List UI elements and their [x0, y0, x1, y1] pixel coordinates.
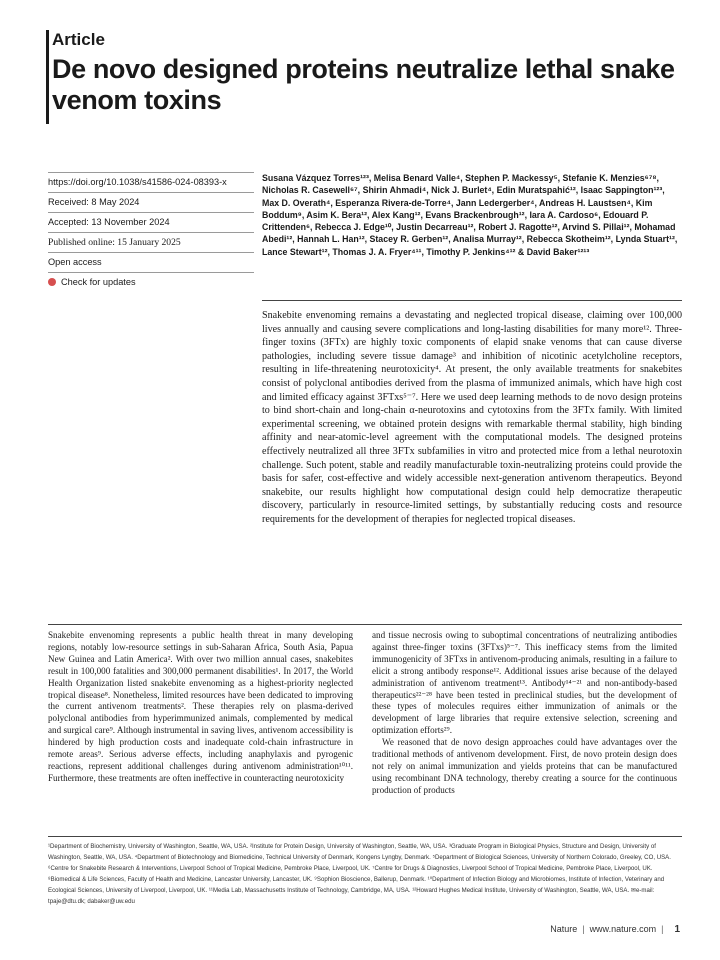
page-number: 1	[674, 924, 680, 935]
body-paragraph: Snakebite envenoming represents a public health threat in many developing regions, notably low-resource settings in sub-Saharan Africa, South Asia, Papua New Guinea and Latin America². With over two million annual cases, snakebites result in 100,000 fatalities and 300,000 permanent disabilities¹. In 2017, the World Health Organization listed snakebite envenoming as a highest-priority neglected tropical disease⁸. Nonetheless, limited resources have been dedicated to improving the current antivenom treatments². These therapies rely on plasma-derived polyclonal antibodies from hyperimmunized animals, complemented by medical and surgical care⁹. Although instrumental in saving lives, antivenom accessibility is hindered by high production costs and inadequate cold-chain infrastructure in remote areas⁹. Serious adverse effects, including anaphylaxis and pyrogenic reactions, represent additional challenges during antivenom administration¹⁰¹¹. Furthermore, these treatments are often ineffective in counteracting neurotoxicity	[48, 630, 353, 783]
page-footer	[550, 924, 680, 935]
journal-url[interactable]: www.nature.com	[589, 924, 657, 934]
check-updates-icon	[48, 278, 56, 286]
check-updates-label: Check for updates	[61, 277, 136, 287]
body-column-left	[48, 630, 353, 785]
article-type-label: Article	[52, 30, 105, 49]
check-for-updates-link[interactable]	[48, 272, 254, 292]
article-title: De novo designed proteins neutralize lethal snake venom toxins	[52, 54, 675, 115]
body-paragraph: We reasoned that de novo design approaches could have advantages over the traditional methods of antivenom development. First, de novo protein design does not rely on animal immunization and yields proteins that can be manufactured using recombinant DNA technology, thereby creating a source for the continuous production of products	[372, 737, 677, 795]
body-column-right	[372, 630, 677, 797]
open-access-label: Open access	[48, 252, 254, 272]
abstract: Snakebite envenoming remains a devastating and neglected tropical disease, claiming over 100,000 lives annually and causing severe complications and long-lasting disabilities for many more¹². Three-finger toxins (3FTx) are highly toxic components of elapid snake venoms that can cause diverse pathologies, including severe tissue damage³ and inhibition of nicotinic acetylcholine receptors, resulting in life-threatening neurotoxicity⁴. At present, the only available treatments for snakebites consist of polyclonal antibodies derived from the plasma of immunized animals, which have high cost and limited efficacy against 3FTxs⁵⁻⁷. Here we used deep learning methods to de novo design proteins to bind short-chain and long-chain α-neurotoxins and cytotoxins from the 3FTx family. With limited experimental screening, we obtained protein designs with remarkable thermal stability, high binding affinity and near-atomic-level agreement with the computational models. The designed proteins effectively neutralized all three 3FTx subfamilies in vitro and protected mice from a lethal neurotoxin challenge. Such potent, stable and readily manufacturable toxin-neutralizing proteins could provide the basis for safer, cost-effective and widely accessible next-generation antivenom therapeutics. Beyond snakebite, our results highlight how computational design could help democratize therapeutic discovery, particularly in resource-limited settings, by substantially reducing costs and resource requirements for the development of therapies for neglected tropical diseases.	[262, 300, 682, 527]
header-accent-bar	[46, 30, 49, 124]
doi-link[interactable]: https://doi.org/10.1038/s41586-024-08393-x	[48, 172, 254, 192]
received-date: Received: 8 May 2024	[48, 192, 254, 212]
body-paragraph: and tissue necrosis owing to suboptimal concentrations of neutralizing antibodies against three-finger toxins (3FTxs)⁵⁻⁷. This inefficacy stems from the limited immunogenicity of 3FTxs in antivenom-producing animals, resulting in a failure to elicit a strong antibody response¹². Additional issues arise because of the delayed administration of antivenom treatment¹³. Antibody¹⁴⁻²¹ and non-antibody-based therapeutics²²⁻²⁸ have been tested in preclinical studies, but the development of these types of molecules requires either immunization of animals or the development of large libraries that require extensive selection, screening and optimization efforts²⁹.	[372, 630, 677, 736]
footer-separator: |	[661, 924, 664, 934]
affiliations-divider	[48, 836, 682, 837]
published-date: Published online: 15 January 2025	[48, 232, 254, 252]
accepted-date: Accepted: 13 November 2024	[48, 212, 254, 232]
author-list: Susana Vázquez Torres¹²³, Melisa Benard Valle⁴, Stephen P. Mackessy⁵, Stefanie K. Menzies⁶⁷⁸, Nicholas R. Casewell⁶⁷, Shirin Ahmadi⁴, Nick J. Burlet⁴, Edin Muratspahić¹², Isaac Sappington¹²³, Max D. Overath⁴, Esperanza Rivera-de-Torre⁴, Jann Ledergerber⁴, Andreas H. Laustsen⁴, Kim Boddum⁹, Asim K. Bera¹², Alex Kang¹², Evans Brackenbrough¹², Iara A. Cardoso⁶, Edouard P. Crittenden⁶, Rebecca J. Edge¹⁰, Justin Decarreau¹², Robert J. Ragotte¹², Arvind S. Pillai¹², Mohamad Abedi¹², Hannah L. Han¹², Stacey R. Gerben¹², Analisa Murray¹², Rebecca Skotheim¹², Lynda Stuart¹², Lance Stewart¹², Thomas J. A. Fryer⁴¹¹, Timothy P. Jenkins⁴¹² & David Baker¹²¹³	[262, 173, 678, 257]
journal-name: Nature	[550, 924, 578, 934]
footer-separator: |	[582, 924, 585, 934]
article-metadata	[48, 172, 254, 292]
body-divider	[48, 624, 682, 625]
affiliations: ¹Department of Biochemistry, University of Washington, Seattle, WA, USA. ²Institute for Protein Design, University of Washington, Seattle, WA, USA. ³Graduate Program in Biological Physics, Structure and Design, University of Washington, Seattle, WA, USA. ⁴Department of Biotechnology and Biomedicine, Technical University of Denmark, Kongens Lyngby, Denmark. ⁵Department of Biological Sciences, University of Northern Colorado, Greeley, CO, USA. ⁶Centre for Snakebite Research & Interventions, Liverpool School of Tropical Medicine, Pembroke Place, Liverpool, UK. ⁷Centre for Drugs & Diagnostics, Liverpool School of Tropical Medicine, Pembroke Place, Liverpool, UK. ⁸Biomedical & Life Sciences, Faculty of Health and Medicine, Lancaster University, Lancaster, UK. ⁹Sophion Bioscience, Ballerup, Denmark. ¹⁰Department of Infection Biology and Microbiomes, Institute of Infection, Veterinary and Ecological Sciences, University of Liverpool, Liverpool, UK. ¹¹Media Lab, Massachusetts Institute of Technology, Cambridge, MA, USA. ¹²Howard Hughes Medical Institute, University of Washington, Seattle, WA, USA. ✉e-mail: tpaje@dtu.dk; dabaker@uw.edu	[48, 843, 671, 905]
